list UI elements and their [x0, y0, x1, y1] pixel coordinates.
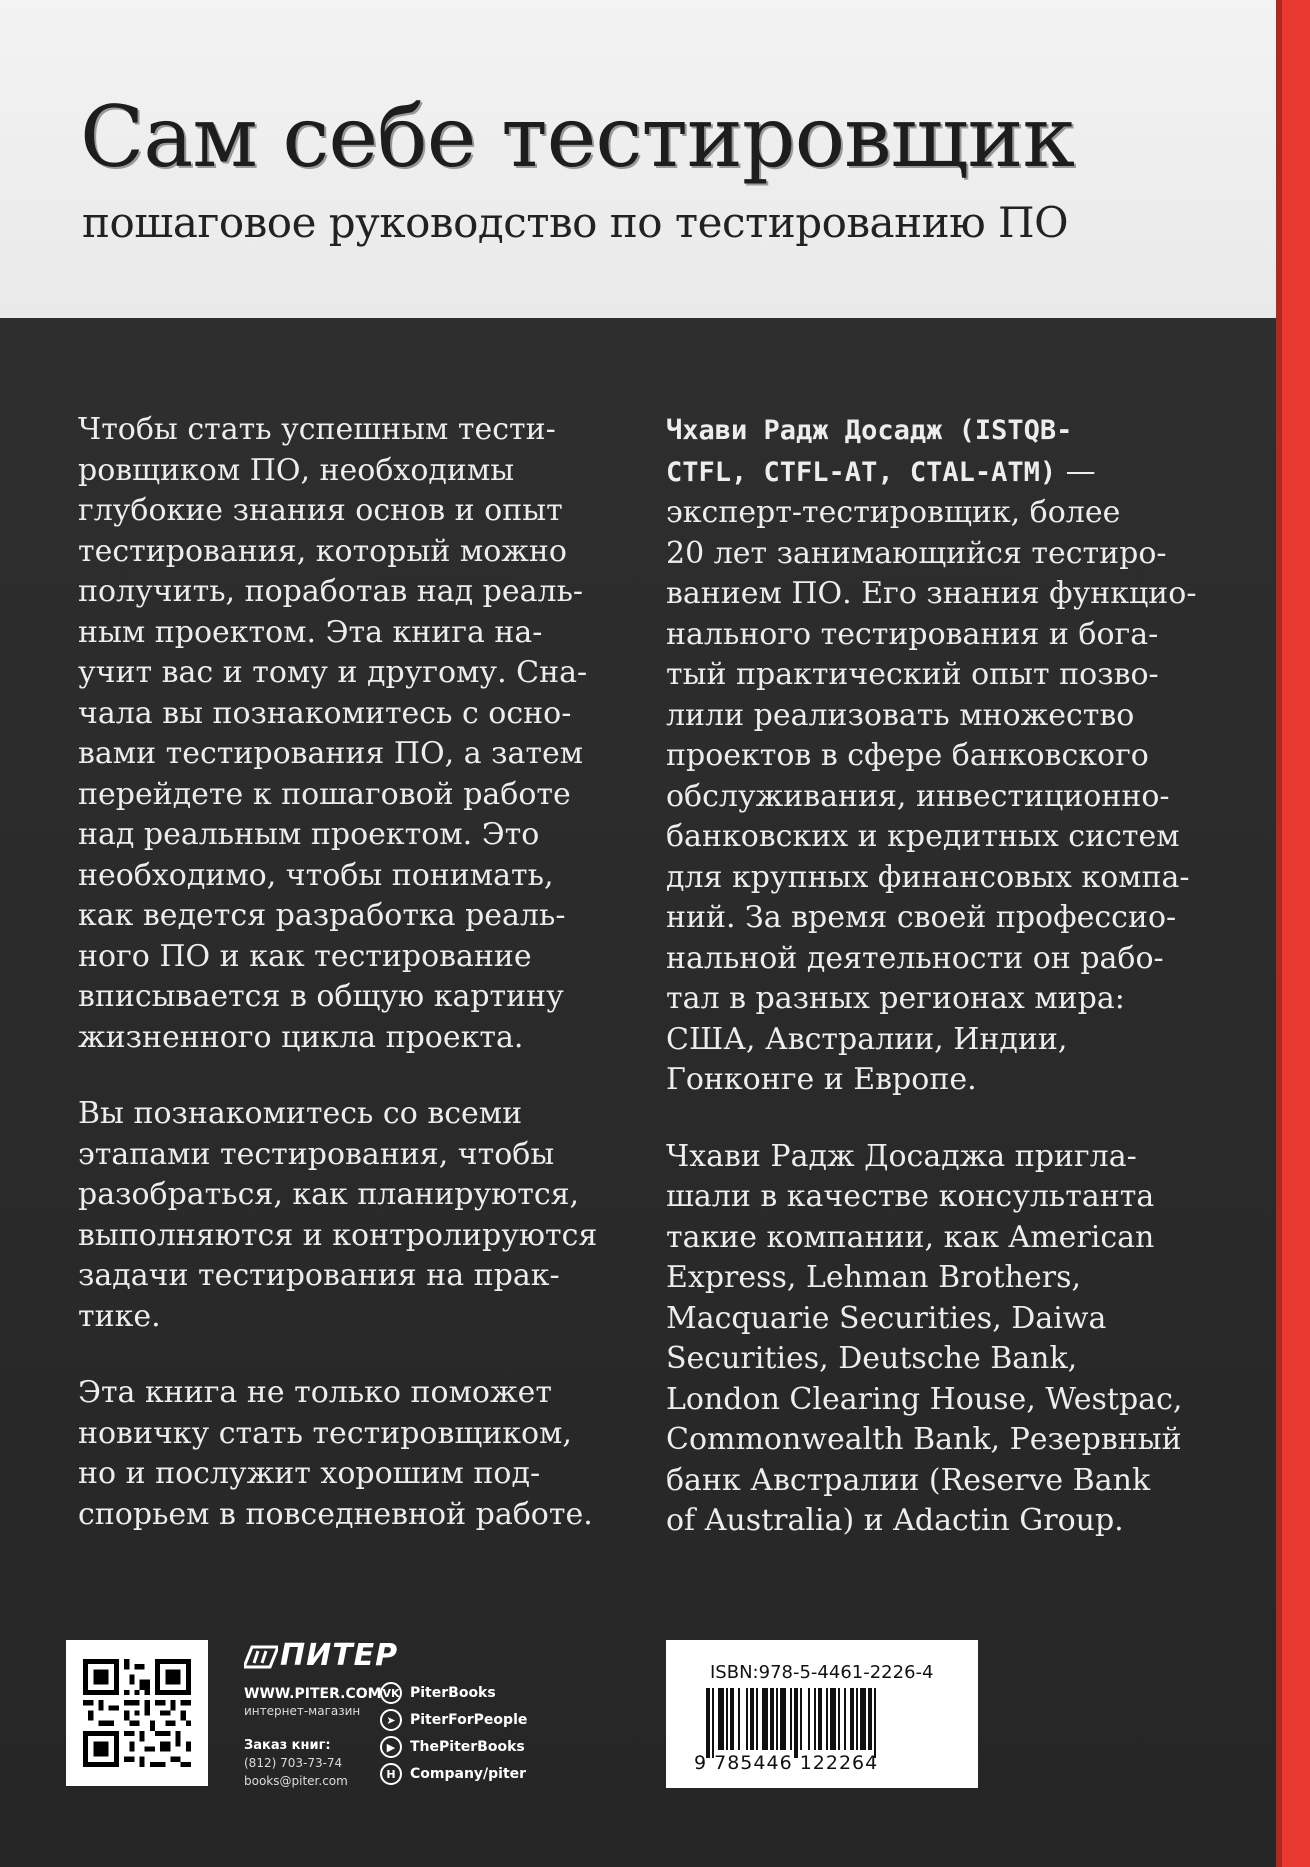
- book-title: Сам себе тестировщик: [80, 88, 1075, 186]
- barcode-bar: [874, 1688, 876, 1758]
- barcode-bar: [780, 1688, 786, 1750]
- title-band: [0, 0, 1276, 318]
- author-column: [666, 410, 1226, 1578]
- barcode-icon: [706, 1688, 942, 1758]
- social-label: Company/piter: [410, 1766, 527, 1782]
- isbn-label: ISBN:978-5-4461-2226-4: [710, 1662, 934, 1683]
- barcode-bar: [860, 1688, 866, 1750]
- order-phone: (812) 703-73-74: [244, 1756, 343, 1770]
- barcode-bar: [756, 1688, 758, 1750]
- barcode-bar: [826, 1688, 828, 1750]
- barcode-bar: [750, 1688, 754, 1750]
- barcode-bar: [738, 1688, 740, 1750]
- description-paragraph: Эта книга не только поможет новичку стать тестировщиком, но и послужит хорошим под- спорьем в повседневной работе.: [78, 1375, 593, 1532]
- barcode-bar: [746, 1688, 748, 1750]
- order-email[interactable]: books@piter.com: [244, 1774, 348, 1788]
- social-link-telegram[interactable]: [380, 1709, 527, 1731]
- publisher-shop-label: интернет-магазин: [244, 1704, 361, 1718]
- social-link-habr[interactable]: [380, 1763, 526, 1785]
- barcode-bar: [718, 1688, 724, 1750]
- piter-logo-icon: [244, 1645, 278, 1669]
- barcode-bar: [776, 1688, 778, 1750]
- barcode-bar: [712, 1688, 714, 1758]
- telegram-icon: ➤: [380, 1709, 402, 1731]
- vk-icon: VK: [380, 1682, 402, 1704]
- barcode-bar: [726, 1688, 728, 1750]
- barcode-bar: [790, 1688, 792, 1750]
- barcode-bar: [868, 1688, 872, 1750]
- barcode-bar: [830, 1688, 836, 1750]
- social-link-youtube[interactable]: [380, 1736, 525, 1758]
- barcode-digits: 9 785446 122264: [694, 1752, 879, 1774]
- author-clients: Чхави Радж Досаджа пригла- шали в качестве консультанта такие компании, как American Express, Lehman Brothers, Macquarie Securities, Daiwa Securities, Deutsche Bank, London Clearing House, Westpac, Commonwealth Bank, Резервный банк Австралии (Reserve Bank of Australia) и Adactin Group.: [666, 1138, 1183, 1538]
- social-label: PiterBooks: [410, 1685, 496, 1701]
- social-label: PiterForPeople: [410, 1712, 528, 1728]
- barcode-bar: [770, 1688, 774, 1750]
- description-paragraph: Вы познакомитесь со всеми этапами тестирования, чтобы разобраться, как планируются, выполняются и контролируются задачи тестирования на прак- тике.: [78, 1096, 598, 1334]
- barcode-bar: [814, 1688, 816, 1750]
- publisher-logo-text: ПИТЕР: [280, 1638, 399, 1673]
- habr-icon: H: [380, 1763, 402, 1785]
- description-column: [78, 410, 618, 1571]
- barcode-bar: [808, 1688, 810, 1750]
- description-paragraph: Чтобы стать успешным тести- ровщиком ПО, необходимы глубокие знания основ и опыт тестирования, который можно получить, поработав над реаль- ным проектом. Эта книга на- учит вас и тому и другому. Сна- чала вы познакомитесь с осно- вами тестирования ПО, а затем перейдете к пошаговой работе над реальным проектом. Это необходимо, чтобы понимать, как ведется разработка реаль- ного ПО и как тестирование вписывается в общую картину жизненного цикла проекта.: [78, 412, 588, 1055]
- author-bio: [666, 410, 1226, 1101]
- barcode-bar: [850, 1688, 854, 1750]
- barcode-bar: [856, 1688, 858, 1750]
- order-label: Заказ книг:: [244, 1738, 331, 1753]
- isbn-barcode-box: [666, 1640, 978, 1788]
- publisher-website[interactable]: WWW.PITER.COM: [244, 1686, 382, 1702]
- barcode-bar: [838, 1688, 840, 1750]
- book-subtitle: пошаговое руководство по тестированию ПО: [82, 198, 1069, 247]
- barcode-bar: [844, 1688, 846, 1750]
- barcode-bar: [794, 1688, 798, 1758]
- spine-edge: [1276, 0, 1310, 1867]
- barcode-bar: [818, 1688, 822, 1750]
- author-name: Чхави Радж Досадж (ISTQB- CTFL, CTFL-AT, CTAL-ATM): [666, 415, 1073, 488]
- barcode-bar: [706, 1688, 710, 1758]
- publisher-logo: [244, 1638, 398, 1673]
- barcode-bar: [762, 1688, 768, 1750]
- youtube-icon: ▶: [380, 1736, 402, 1758]
- author-bio-text: — эксперт-тестировщик, более 20 лет занимающийся тестиро- ванием ПО. Его знания функцио- нального тестирования и бога- тый практический опыт позво- лили реализовать множество проектов в сфере банковского обслуживания, инвестиционно- банковских и кредитных систем для крупных финансовых компа- ний. За время своей профессио- нальной деятельности он рабо- тал в разных регионах мира: США, Австралии, Индии, Гонконге и Европе.: [666, 453, 1197, 1097]
- qr-code: [66, 1640, 208, 1786]
- social-label: ThePiterBooks: [410, 1739, 525, 1755]
- barcode-bar: [800, 1688, 802, 1750]
- qr-code-icon: [83, 1659, 191, 1767]
- social-link-vk[interactable]: [380, 1682, 496, 1704]
- barcode-bar: [730, 1688, 734, 1750]
